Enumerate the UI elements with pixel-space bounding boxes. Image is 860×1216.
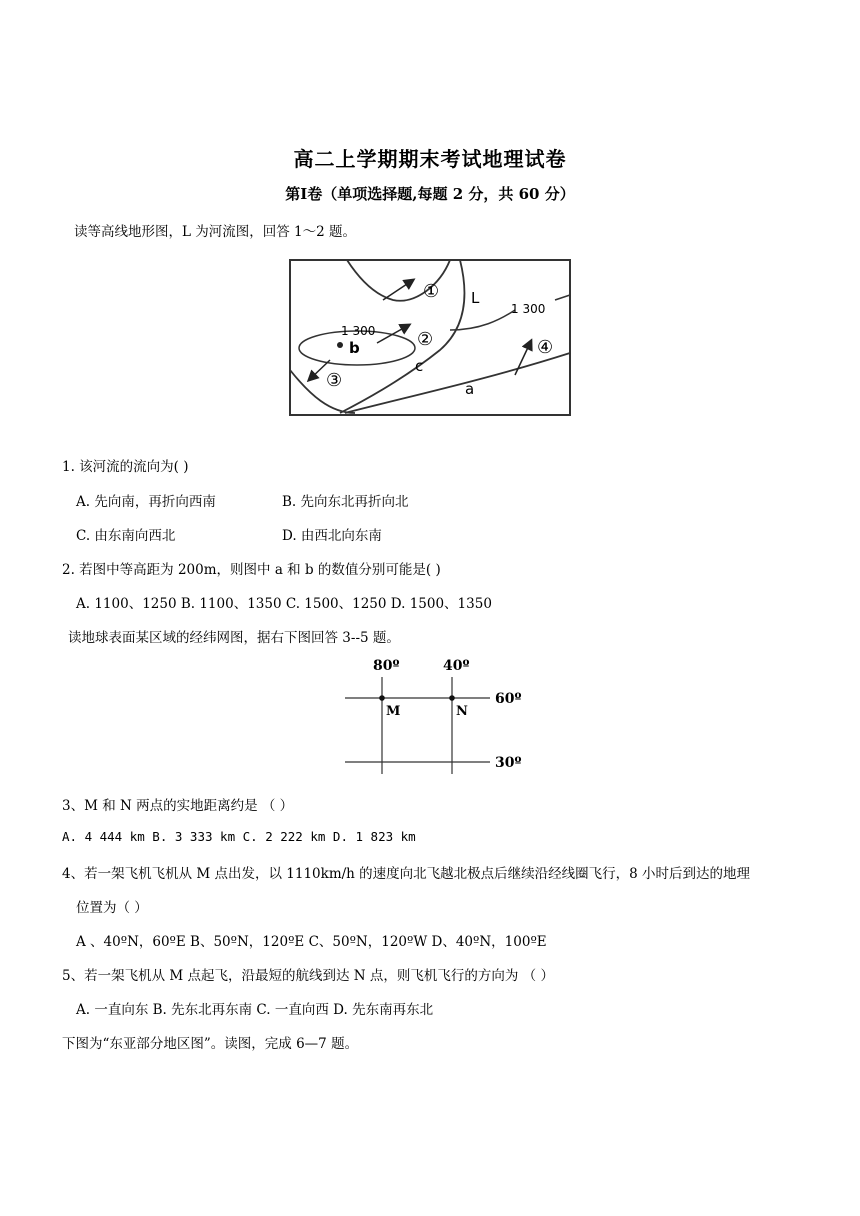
- q1-option-d: D. 由西北向东南: [282, 528, 382, 544]
- label-lat-60: 60º: [495, 691, 522, 707]
- label-river-l: L: [471, 289, 480, 307]
- label-lon-80: 80º: [373, 658, 400, 674]
- intro-contour: 读等高线地形图，L 为河流图，回答 1～2 题。: [74, 224, 357, 240]
- label-1300-closed: 1 300: [341, 324, 376, 338]
- label-circle-1: ①: [423, 281, 440, 302]
- latlon-grid-figure: [340, 652, 530, 777]
- label-c: c: [415, 357, 424, 375]
- q5-stem: 5、若一架飞机从 M 点起飞，沿最短的航线到达 N 点，则飞机飞行的方向为 （ ）: [62, 968, 554, 984]
- label-point-m: M: [386, 704, 401, 719]
- contour-map-figure: [285, 255, 575, 420]
- q4-options: A 、40ºN，60ºE B、50ºN，120ºE C、50ºN，120ºW D、40ºN，100ºE: [76, 934, 547, 950]
- q2-options: A. 1100、1250 B. 1100、1350 C. 1500、1250 D. 1500、1350: [76, 596, 492, 612]
- q3-stem: 3、M 和 N 两点的实地距离约是 （ ）: [62, 798, 294, 814]
- exam-title: 高二上学期期末考试地理试卷: [293, 147, 567, 171]
- q1-option-b: B. 先向东北再折向北: [282, 494, 409, 510]
- arrow-2: [377, 325, 409, 343]
- point-b-dot: [337, 342, 343, 348]
- section-title: 第Ⅰ卷（单项选择题,每题 2 分，共 60 分）: [285, 185, 575, 203]
- label-lon-40: 40º: [443, 658, 470, 674]
- label-circle-4: ④: [537, 337, 554, 358]
- label-circle-3: ③: [326, 370, 343, 391]
- label-point-n: N: [456, 704, 468, 719]
- q4-stem-line2: 位置为（ ）: [76, 900, 148, 916]
- q4-stem-line1: 4、若一架飞机飞机从 M 点出发，以 1110km/h 的速度向北飞越北极点后继续沿经线圈飞行，8 小时后到达的地理: [62, 866, 751, 882]
- contour-line-left: [290, 370, 355, 413]
- q1-stem: 1. 该河流的流向为( ): [62, 459, 189, 475]
- intro-grid: 读地球表面某区域的经纬网图，据右下图回答 3--5 题。: [68, 630, 400, 646]
- label-circle-2: ②: [417, 329, 434, 350]
- intro-east-asia: 下图为“东亚部分地区图”。读图，完成 6—7 题。: [62, 1036, 359, 1052]
- label-lat-30: 30º: [495, 755, 522, 771]
- label-a: a: [465, 380, 475, 398]
- q2-stem: 2. 若图中等高距为 200m，则图中 a 和 b 的数值分别可能是( ): [62, 562, 441, 578]
- arrow-1: [383, 280, 413, 300]
- q1-option-c: C. 由东南向西北: [76, 528, 176, 544]
- arrow-4: [515, 341, 531, 375]
- q1-option-a: A. 先向南，再折向西南: [76, 494, 216, 510]
- q3-options: A. 4 444 km B. 3 333 km C. 2 222 km D. 1 823 km: [62, 829, 416, 844]
- label-1300-right: 1 300: [511, 302, 546, 316]
- q5-options: A. 一直向东 B. 先东北再东南 C. 一直向西 D. 先东南再东北: [76, 1002, 434, 1018]
- point-m-dot: [379, 695, 385, 701]
- contour-line-a: [345, 353, 570, 413]
- label-b: b: [349, 339, 360, 357]
- point-n-dot: [449, 695, 455, 701]
